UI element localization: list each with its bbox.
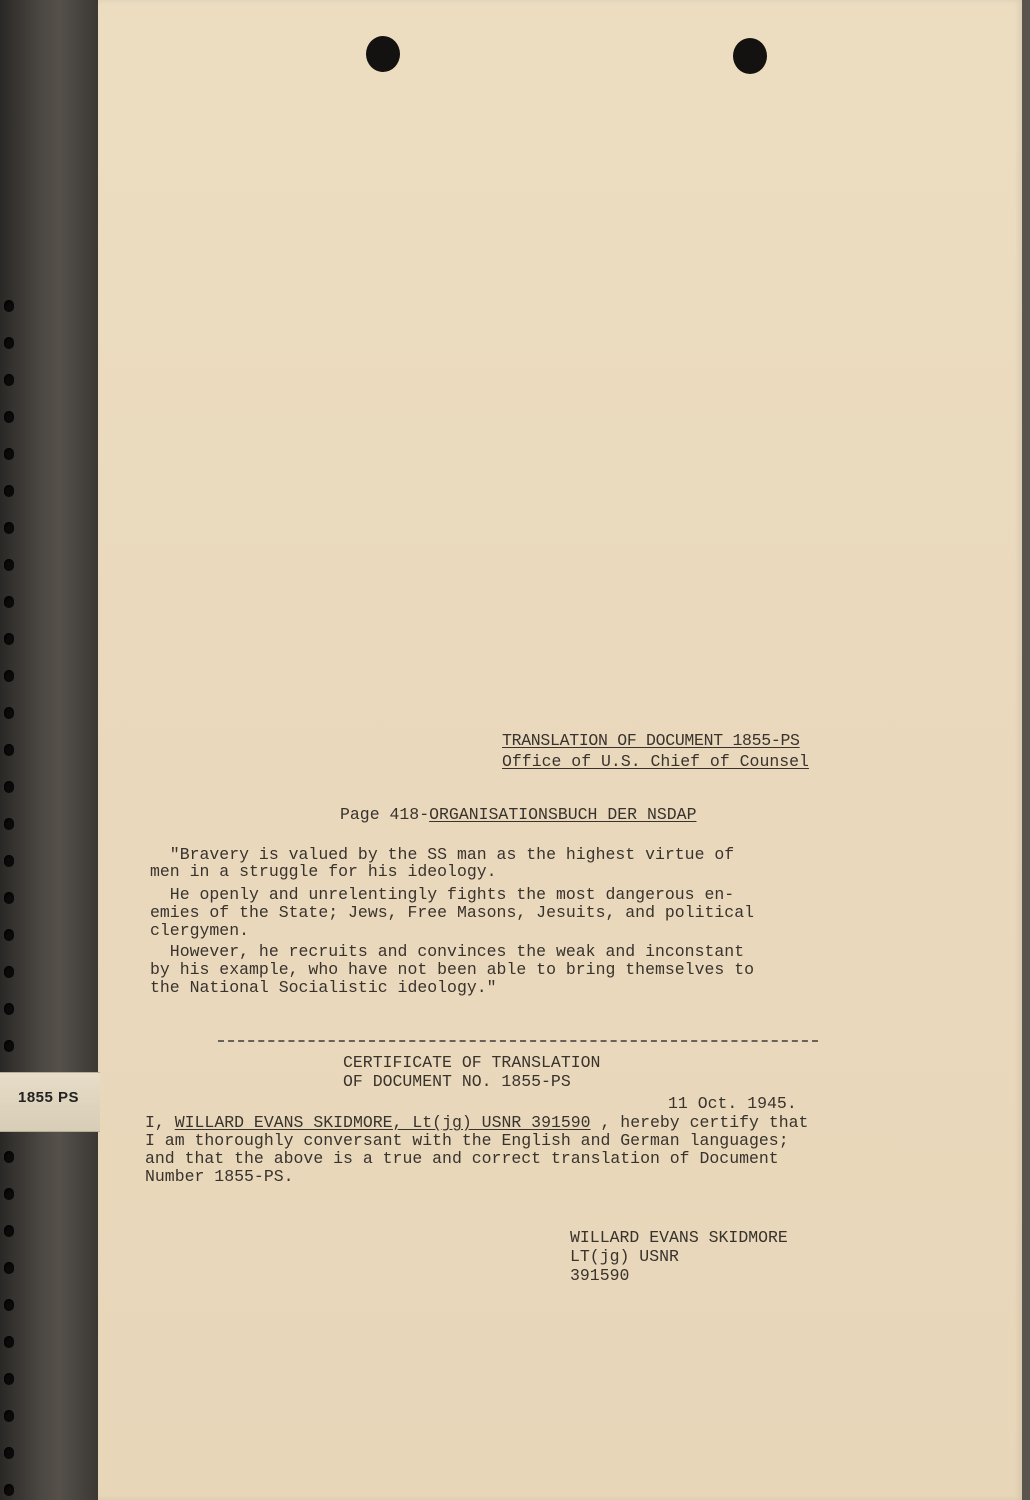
signature-rank: LT(jg) USNR [570, 1247, 679, 1266]
binder-hole [4, 522, 14, 534]
binder-hole [4, 411, 14, 423]
page-reference [340, 805, 696, 824]
binder-hole [4, 1151, 14, 1163]
body-line: clergymen. [150, 921, 250, 940]
binder-hole [4, 744, 14, 756]
binder-hole [4, 1003, 14, 1015]
punch-hole-right [733, 38, 767, 74]
binder-hole [4, 1188, 14, 1200]
certificate-subtitle: OF DOCUMENT NO. 1855-PS [343, 1072, 571, 1091]
translation-header: TRANSLATION OF DOCUMENT 1855-PS [502, 731, 800, 750]
binder-hole [4, 596, 14, 608]
binder-hole [4, 707, 14, 719]
body-line: the National Socialistic ideology." [150, 978, 497, 997]
body-line: However, he recruits and convinces the weak and inconstant [150, 942, 745, 961]
certificate-line [145, 1113, 808, 1132]
binder-hole [4, 300, 14, 312]
binder-hole [4, 1410, 14, 1422]
binder-hole [4, 1373, 14, 1385]
binder-hole [4, 670, 14, 682]
binder-hole [4, 448, 14, 460]
separator-line [218, 1040, 818, 1042]
binder-hole [4, 1040, 14, 1052]
body-line: emies of the State; Jews, Free Masons, Jesuits, and political [150, 903, 754, 922]
binder-strip [0, 0, 98, 1500]
binder-hole [4, 892, 14, 904]
body-line: He openly and unrelentingly fights the most dangerous en- [150, 885, 735, 904]
body-line: by his example, who have not been able to bring themselves to [150, 960, 754, 979]
office-header: Office of U.S. Chief of Counsel [502, 752, 809, 771]
binder-hole [4, 855, 14, 867]
binder-hole [4, 966, 14, 978]
cert-prefix: I, [145, 1113, 175, 1132]
translator-name: WILLARD EVANS SKIDMORE, Lt(jg) USNR 391590 [174, 1113, 591, 1132]
certificate-title: CERTIFICATE OF TRANSLATION [343, 1053, 601, 1072]
body-line: "Bravery is valued by the SS man as the highest virtue of [150, 845, 735, 864]
document-page [98, 0, 1022, 1500]
body-line: men in a struggle for his ideology. [150, 862, 497, 881]
binder-hole [4, 633, 14, 645]
binder-hole [4, 559, 14, 571]
signature-number: 391590 [570, 1266, 630, 1285]
binder-hole [4, 485, 14, 497]
binder-hole [4, 374, 14, 386]
certificate-line: I am thoroughly conversant with the English and German languages; [145, 1131, 789, 1150]
tab-label: 1855 PS [18, 1089, 80, 1106]
binder-hole [4, 929, 14, 941]
page-ref-source: ORGANISATIONSBUCH DER NSDAP [429, 805, 697, 824]
binder-hole [4, 781, 14, 793]
binder-hole [4, 1447, 14, 1459]
binder-hole [4, 1225, 14, 1237]
index-tab [0, 1072, 100, 1132]
signature-name: WILLARD EVANS SKIDMORE [570, 1228, 788, 1247]
cert-suffix: , hereby certify that [590, 1113, 809, 1132]
page-edge [1022, 0, 1030, 1500]
binder-hole [4, 337, 14, 349]
binder-hole [4, 1262, 14, 1274]
punch-hole-left [366, 36, 400, 72]
binder-hole [4, 818, 14, 830]
certificate-line: Number 1855-PS. [145, 1167, 294, 1186]
binder-hole [4, 1336, 14, 1348]
page-ref-prefix: Page 418- [340, 805, 430, 824]
binder-hole [4, 1299, 14, 1311]
certificate-date: 11 Oct. 1945. [668, 1094, 797, 1113]
binder-hole [4, 1484, 14, 1496]
certificate-line: and that the above is a true and correct translation of Document [145, 1149, 779, 1168]
